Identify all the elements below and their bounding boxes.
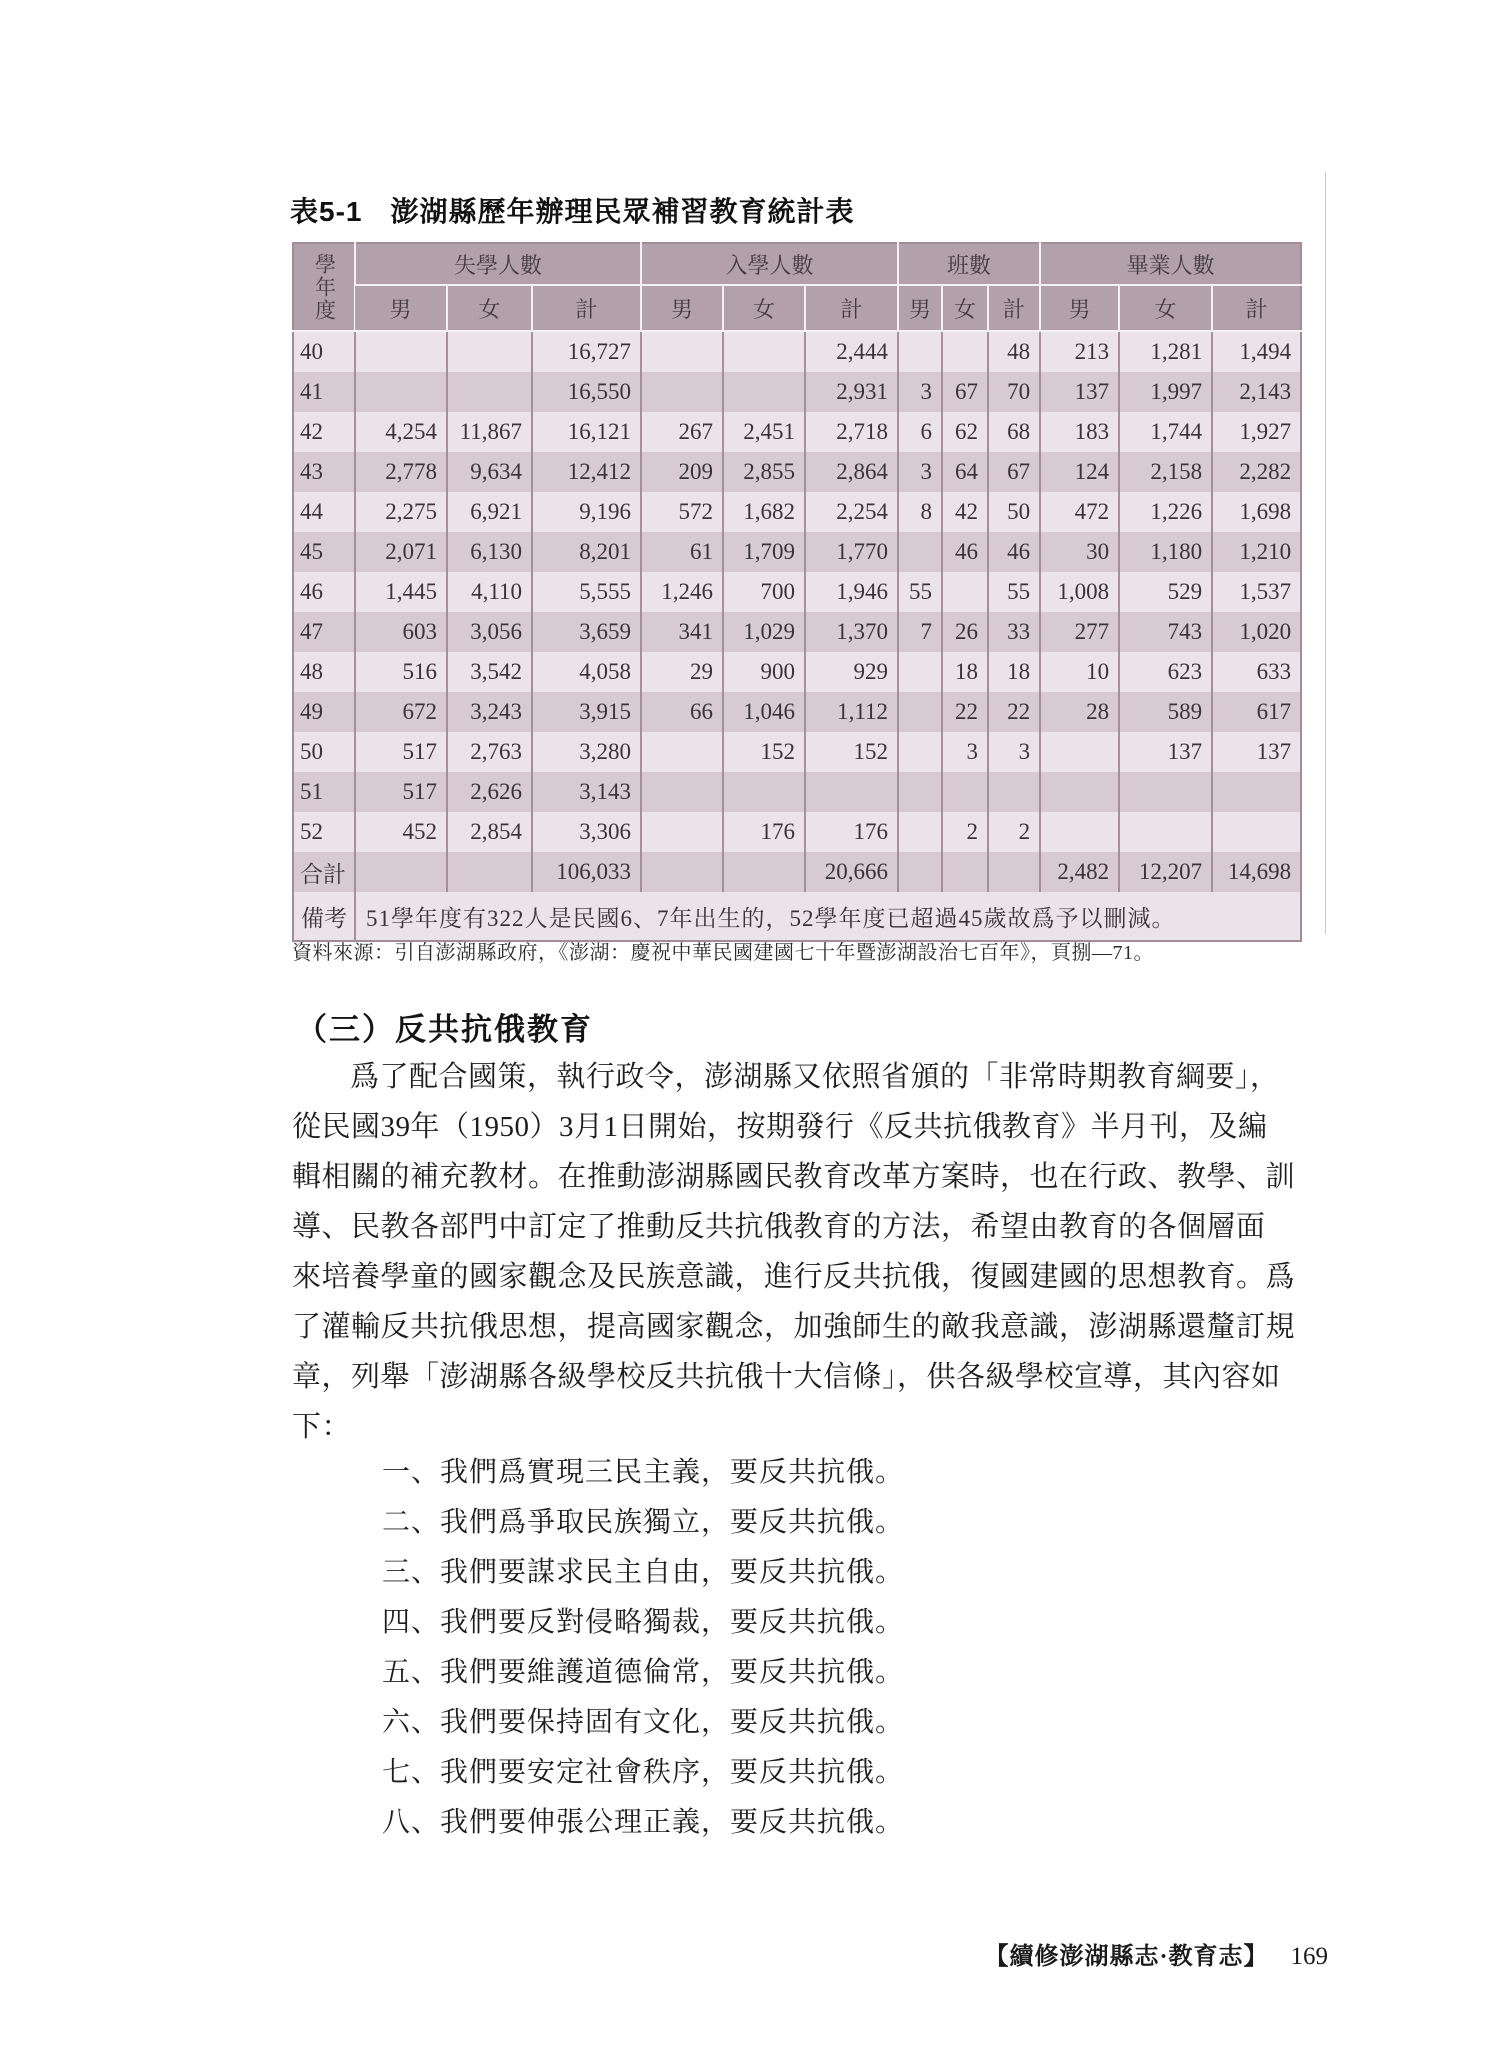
table-cell: 277 <box>1040 612 1119 652</box>
table-cell: 517 <box>355 732 447 772</box>
table-cell: 3,915 <box>532 692 641 732</box>
header-group-out-of-school: 失學人數 <box>355 243 641 285</box>
table-cell: 2,071 <box>355 532 447 572</box>
list-item: 六、我們要保持固有文化，要反共抗俄。 <box>382 1707 905 1738</box>
table-cell: 2,451 <box>723 412 805 452</box>
list-item: 七、我們要安定社會秩序，要反共抗俄。 <box>382 1757 905 1788</box>
table-cell: 1,281 <box>1119 331 1212 372</box>
table-cell: 1,770 <box>805 532 898 572</box>
table-cell: 12,207 <box>1119 852 1212 892</box>
list-item: 三、我們要謀求民主自由，要反共抗俄。 <box>382 1557 905 1588</box>
header-group-enrolled: 入學人數 <box>641 243 898 285</box>
subheader: 男 <box>898 285 942 331</box>
table-cell: 137 <box>1212 732 1301 772</box>
section-heading: （三）反共抗俄教育 <box>296 1012 593 1047</box>
table-cell: 29 <box>641 652 723 692</box>
paragraph-line: 導、民教各部門中訂定了推動反共抗俄教育的方法，希望由教育的各個層面 <box>292 1211 1266 1243</box>
table-cell: 2,855 <box>723 452 805 492</box>
table-cell: 64 <box>942 452 988 492</box>
header-school-year: 學年度 <box>293 243 355 331</box>
table-cell: 2,854 <box>447 812 532 852</box>
table-cell: 1,709 <box>723 532 805 572</box>
table-row <box>293 852 1301 892</box>
table-cell: 9,196 <box>532 492 641 532</box>
table-cell: 572 <box>641 492 723 532</box>
row-year-label: 合計 <box>293 852 355 892</box>
table-cell <box>942 331 988 372</box>
table-cell <box>447 331 532 372</box>
table-cell: 1,046 <box>723 692 805 732</box>
table-cell <box>723 372 805 412</box>
table-cell: 209 <box>641 452 723 492</box>
footer-page-number: 169 <box>1290 1943 1328 1970</box>
table-cell <box>355 852 447 892</box>
table-cell: 929 <box>805 652 898 692</box>
list-item: 八、我們要伸張公理正義，要反共抗俄。 <box>382 1807 905 1838</box>
table-cell: 1,744 <box>1119 412 1212 452</box>
table-remark-row <box>293 892 1301 941</box>
table-cell: 3,306 <box>532 812 641 852</box>
table-cell: 3 <box>898 452 942 492</box>
table-cell: 10 <box>1040 652 1119 692</box>
table-cell: 1,112 <box>805 692 898 732</box>
table-cell: 68 <box>988 412 1040 452</box>
table-cell: 900 <box>723 652 805 692</box>
table-cell: 176 <box>805 812 898 852</box>
table-cell: 1,180 <box>1119 532 1212 572</box>
table-cell: 1,020 <box>1212 612 1301 652</box>
table-cell: 33 <box>988 612 1040 652</box>
table-cell: 617 <box>1212 692 1301 732</box>
subheader: 計 <box>532 285 641 331</box>
table-cell: 22 <box>942 692 988 732</box>
table-cell: 1,946 <box>805 572 898 612</box>
paragraph-line: 章，列舉「澎湖縣各級學校反共抗俄十大信條」，供各級學校宣導，其內容如 <box>292 1361 1281 1393</box>
table-cell <box>1040 772 1119 812</box>
table-cell <box>898 532 942 572</box>
remark-text: 51學年度有322人是民國6、7年出生的，52學年度已超過45歲故爲予以刪減。 <box>355 892 1301 941</box>
subheader: 女 <box>942 285 988 331</box>
subheader: 計 <box>1212 285 1301 331</box>
row-year-label: 50 <box>293 732 355 772</box>
table-cell <box>641 372 723 412</box>
table-row <box>293 372 1301 412</box>
table-cell: 55 <box>898 572 942 612</box>
row-year-label: 44 <box>293 492 355 532</box>
table-cell: 2,444 <box>805 331 898 372</box>
table-cell: 267 <box>641 412 723 452</box>
table-cell <box>723 772 805 812</box>
table-cell: 152 <box>723 732 805 772</box>
table-cell: 28 <box>1040 692 1119 732</box>
statistics-table <box>292 242 1302 942</box>
table-cell: 55 <box>988 572 1040 612</box>
table-cell: 1,682 <box>723 492 805 532</box>
table-cell: 2,864 <box>805 452 898 492</box>
table-cell: 623 <box>1119 652 1212 692</box>
subheader: 女 <box>447 285 532 331</box>
table-cell: 2,778 <box>355 452 447 492</box>
table-cell <box>447 372 532 412</box>
row-year-label: 40 <box>293 331 355 372</box>
table-cell: 2 <box>942 812 988 852</box>
table-cell: 16,121 <box>532 412 641 452</box>
table-cell: 61 <box>641 532 723 572</box>
table-cell: 2,143 <box>1212 372 1301 412</box>
header-group-graduates: 畢業人數 <box>1040 243 1301 285</box>
table-cell: 1,226 <box>1119 492 1212 532</box>
table-cell <box>641 852 723 892</box>
table-row <box>293 772 1301 812</box>
row-year-label: 48 <box>293 652 355 692</box>
table-cell: 2,626 <box>447 772 532 812</box>
table-cell: 3 <box>898 372 942 412</box>
table-cell: 67 <box>988 452 1040 492</box>
table-row <box>293 612 1301 652</box>
table-cell: 3 <box>942 732 988 772</box>
table-cell: 176 <box>723 812 805 852</box>
row-year-label: 43 <box>293 452 355 492</box>
table-cell: 66 <box>641 692 723 732</box>
table-cell <box>898 331 942 372</box>
table-cell <box>898 772 942 812</box>
table-cell: 14,698 <box>1212 852 1301 892</box>
table-row <box>293 452 1301 492</box>
table-cell <box>641 331 723 372</box>
table-row <box>293 692 1301 732</box>
table-cell: 2,763 <box>447 732 532 772</box>
page-footer <box>984 1936 1328 1971</box>
list-item: 二、我們爲爭取民族獨立，要反共抗俄。 <box>382 1507 905 1538</box>
table-cell: 3 <box>988 732 1040 772</box>
table-cell: 517 <box>355 772 447 812</box>
table-cell: 1,210 <box>1212 532 1301 572</box>
paragraph-line: 輯相關的補充教材。在推動澎湖縣國民教育改革方案時，也在行政、教學、訓 <box>292 1161 1296 1193</box>
table-cell <box>723 852 805 892</box>
table-cell: 4,110 <box>447 572 532 612</box>
table-cell: 50 <box>988 492 1040 532</box>
table-cell <box>1119 772 1212 812</box>
table-source-note: 資料來源：引自澎湖縣政府，《澎湖：慶祝中華民國建國七十年暨澎湖設治七百年》，頁捌—71。 <box>292 942 1154 964</box>
table-row <box>293 412 1301 452</box>
belief-list <box>382 1448 904 1848</box>
table-row <box>293 732 1301 772</box>
table-cell <box>355 331 447 372</box>
remark-label: 備考 <box>293 892 355 941</box>
table-cell <box>447 852 532 892</box>
table-cell: 2,275 <box>355 492 447 532</box>
subheader: 女 <box>1119 285 1212 331</box>
footer-book-title: 【續修澎湖縣志·教育志】 <box>984 1944 1269 1970</box>
table-caption-title: 澎湖縣歷年辦理民眾補習教育統計表 <box>390 196 855 227</box>
table-cell <box>641 812 723 852</box>
table-cell <box>898 852 942 892</box>
table-cell: 48 <box>988 331 1040 372</box>
table-cell: 1,370 <box>805 612 898 652</box>
row-year-label: 46 <box>293 572 355 612</box>
subheader: 女 <box>723 285 805 331</box>
table-cell: 2,158 <box>1119 452 1212 492</box>
table-cell <box>641 772 723 812</box>
table-cell: 603 <box>355 612 447 652</box>
table-cell: 1,537 <box>1212 572 1301 612</box>
row-year-label: 49 <box>293 692 355 732</box>
table-header-group-row <box>293 243 1301 285</box>
table-cell: 22 <box>988 692 1040 732</box>
table-row <box>293 572 1301 612</box>
row-year-label: 52 <box>293 812 355 852</box>
table-cell <box>641 732 723 772</box>
table-cell: 3,143 <box>532 772 641 812</box>
table-cell <box>723 331 805 372</box>
scan-edge-line <box>1325 172 1326 934</box>
table-cell: 1,698 <box>1212 492 1301 532</box>
table-cell: 42 <box>942 492 988 532</box>
table-row <box>293 812 1301 852</box>
subheader: 男 <box>1040 285 1119 331</box>
table-cell: 516 <box>355 652 447 692</box>
row-year-label: 51 <box>293 772 355 812</box>
table-cell: 3,243 <box>447 692 532 732</box>
table-cell: 16,727 <box>532 331 641 372</box>
table-cell: 2,482 <box>1040 852 1119 892</box>
table-cell: 62 <box>942 412 988 452</box>
table-cell: 1,029 <box>723 612 805 652</box>
paragraph-line: 從民國39年（1950）3月1日開始，按期發行《反共抗俄教育》半月刊，及編 <box>292 1111 1268 1143</box>
subheader: 計 <box>805 285 898 331</box>
table-cell: 8,201 <box>532 532 641 572</box>
row-year-label: 45 <box>293 532 355 572</box>
table-cell: 11,867 <box>447 412 532 452</box>
table-cell: 3,542 <box>447 652 532 692</box>
table-cell: 743 <box>1119 612 1212 652</box>
table-cell <box>988 772 1040 812</box>
table-header-sub-row <box>293 285 1301 331</box>
table-cell: 8 <box>898 492 942 532</box>
table-cell: 30 <box>1040 532 1119 572</box>
table-cell: 137 <box>1040 372 1119 412</box>
table-cell: 3,056 <box>447 612 532 652</box>
table-cell <box>942 772 988 812</box>
table-cell: 46 <box>942 532 988 572</box>
table-cell: 4,254 <box>355 412 447 452</box>
list-item: 一、我們爲實現三民主義，要反共抗俄。 <box>382 1457 905 1488</box>
table-cell: 1,008 <box>1040 572 1119 612</box>
table-cell: 2,254 <box>805 492 898 532</box>
list-item: 五、我們要維護道德倫常，要反共抗俄。 <box>382 1657 905 1688</box>
table-cell: 18 <box>988 652 1040 692</box>
paragraph-line: 來培養學童的國家觀念及民族意識，進行反共抗俄，復國建國的思想教育。爲 <box>292 1261 1296 1293</box>
paragraph-line: 下： <box>292 1411 352 1443</box>
table-cell: 2 <box>988 812 1040 852</box>
table-cell: 16,550 <box>532 372 641 412</box>
table-cell: 12,412 <box>532 452 641 492</box>
table-cell: 2,282 <box>1212 452 1301 492</box>
body-paragraph <box>292 1052 1352 1452</box>
table-cell: 213 <box>1040 331 1119 372</box>
table-cell <box>805 772 898 812</box>
subheader: 計 <box>988 285 1040 331</box>
table-cell <box>1212 772 1301 812</box>
table-cell <box>898 812 942 852</box>
list-item: 四、我們要反對侵略獨裁，要反共抗俄。 <box>382 1607 905 1638</box>
table-cell: 452 <box>355 812 447 852</box>
table-caption <box>290 190 855 230</box>
table-cell: 70 <box>988 372 1040 412</box>
table-cell: 18 <box>942 652 988 692</box>
table-cell: 20,666 <box>805 852 898 892</box>
subheader: 男 <box>641 285 723 331</box>
table-cell: 672 <box>355 692 447 732</box>
table-cell: 67 <box>942 372 988 412</box>
paragraph-line: 爲了配合國策，執行政令，澎湖縣又依照省頒的「非常時期教育綱要」， <box>350 1061 1280 1093</box>
table-header <box>293 243 1301 331</box>
table-cell: 472 <box>1040 492 1119 532</box>
table-row <box>293 652 1301 692</box>
table-cell: 137 <box>1119 732 1212 772</box>
table-cell <box>355 372 447 412</box>
table-cell: 6,921 <box>447 492 532 532</box>
row-year-label: 41 <box>293 372 355 412</box>
table-body <box>293 331 1301 941</box>
table-cell: 6 <box>898 412 942 452</box>
table-cell: 5,555 <box>532 572 641 612</box>
table-cell: 6,130 <box>447 532 532 572</box>
table-cell: 633 <box>1212 652 1301 692</box>
table-cell: 1,927 <box>1212 412 1301 452</box>
table-cell: 26 <box>942 612 988 652</box>
header-group-classes: 班數 <box>898 243 1040 285</box>
table-cell: 124 <box>1040 452 1119 492</box>
row-year-label: 42 <box>293 412 355 452</box>
table-cell <box>1119 812 1212 852</box>
table-cell: 341 <box>641 612 723 652</box>
table-cell: 2,718 <box>805 412 898 452</box>
table-cell: 589 <box>1119 692 1212 732</box>
subheader: 男 <box>355 285 447 331</box>
table-cell: 1,494 <box>1212 331 1301 372</box>
table-cell: 7 <box>898 612 942 652</box>
table-cell <box>1212 812 1301 852</box>
table-cell: 183 <box>1040 412 1119 452</box>
table-cell: 1,445 <box>355 572 447 612</box>
row-year-label: 47 <box>293 612 355 652</box>
table-row <box>293 492 1301 532</box>
table-cell <box>942 852 988 892</box>
table-cell: 1,246 <box>641 572 723 612</box>
table-row <box>293 331 1301 372</box>
table-cell: 700 <box>723 572 805 612</box>
table-cell <box>1040 812 1119 852</box>
table-cell: 529 <box>1119 572 1212 612</box>
paragraph-line: 了灌輸反共抗俄思想，提高國家觀念，加強師生的敵我意識，澎湖縣還釐訂規 <box>292 1311 1296 1343</box>
table-cell: 4,058 <box>532 652 641 692</box>
table-cell: 3,659 <box>532 612 641 652</box>
table-cell <box>988 852 1040 892</box>
table-cell: 152 <box>805 732 898 772</box>
table-cell: 9,634 <box>447 452 532 492</box>
table-cell <box>898 652 942 692</box>
table-cell: 106,033 <box>532 852 641 892</box>
table-caption-number: 表5-1 <box>290 196 363 227</box>
table-cell <box>1040 732 1119 772</box>
table-cell: 46 <box>988 532 1040 572</box>
table-cell <box>898 732 942 772</box>
table-cell <box>942 572 988 612</box>
table-cell: 2,931 <box>805 372 898 412</box>
table-row <box>293 532 1301 572</box>
table-cell <box>898 692 942 732</box>
table-cell: 1,997 <box>1119 372 1212 412</box>
table-cell: 3,280 <box>532 732 641 772</box>
